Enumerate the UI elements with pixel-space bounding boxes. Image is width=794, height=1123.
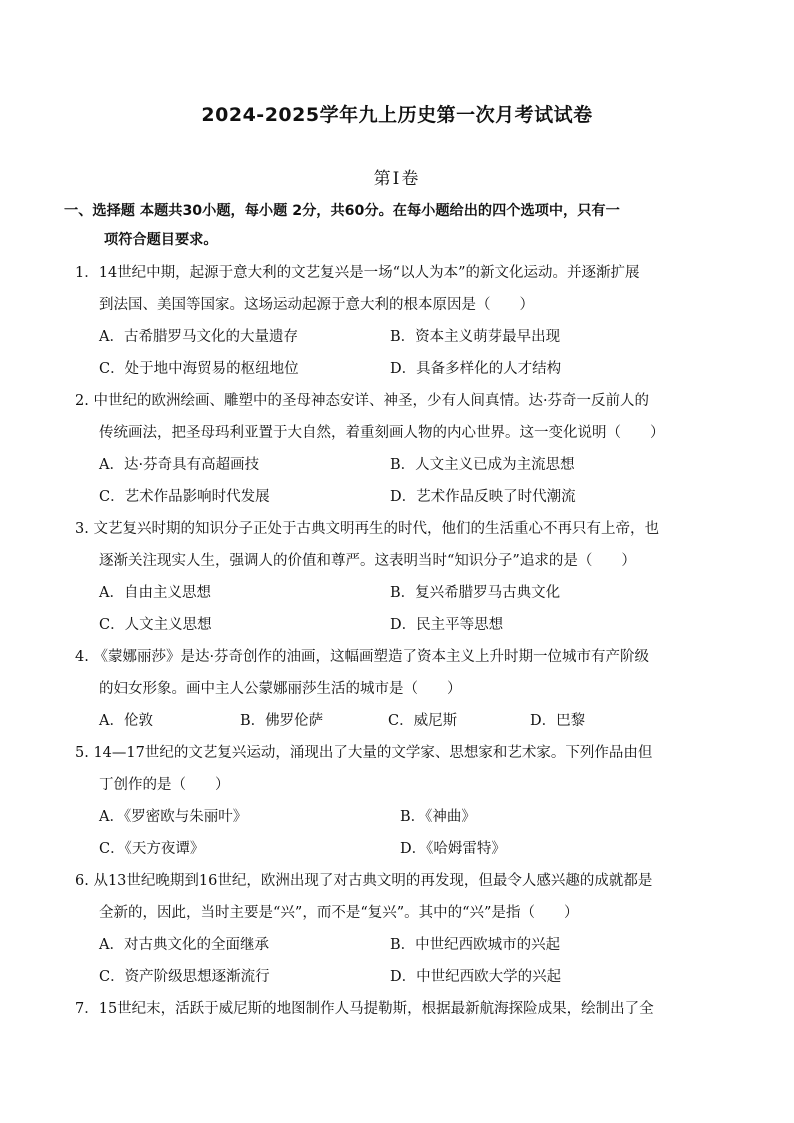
question-stem: 3. 文艺复兴时期的知识分子正处于古典文明再生的时代，他们的生活重心不再只有上帝，也: [75, 521, 659, 537]
option-d: D．具备多样化的人才结构: [390, 361, 562, 377]
question-3: [75, 513, 725, 641]
option-c: C．资产阶级思想逐渐流行: [99, 969, 270, 985]
option-c: C．威尼斯: [388, 713, 458, 729]
option-d: D．中世纪西欧大学的兴起: [390, 969, 562, 985]
option-row: [75, 929, 725, 961]
question-stem: 7．15世纪末，活跃于威尼斯的地图制作人马提勒斯，根据最新航海探险成果，绘制出了全: [75, 1001, 654, 1017]
option-row: [75, 353, 725, 385]
option-d: D．民主平等思想: [390, 617, 504, 633]
question-stem: 6. 从13世纪晚期到16世纪，欧洲出现了对古典文明的再发现，但最令人感兴趣的成就都是: [75, 873, 653, 889]
option-b: B．《神曲》: [400, 809, 476, 825]
option-a: A．达·芬奇具有高超画技: [99, 457, 260, 473]
option-a: A．对古典文化的全面继承: [99, 937, 269, 953]
question-stem: 5. 14—17世纪的文艺复兴运动，涌现出了大量的文学家、思想家和艺术家。下列作品由但: [75, 745, 653, 761]
option-row: [75, 705, 725, 737]
question-6: [75, 865, 725, 993]
option-b: B．资本主义萌芽最早出现: [390, 329, 561, 345]
question-stem: 丁创作的是（ ）: [99, 777, 230, 793]
question-stem: 全新的，因此，当时主要是“兴”，而不是“复兴”。其中的“兴”是指（ ）: [99, 905, 579, 921]
option-row: [75, 481, 725, 513]
option-c: C．人文主义思想: [99, 617, 212, 633]
option-a: A．《罗密欧与朱丽叶》: [99, 809, 248, 825]
option-c: C．《天方夜谭》: [99, 841, 205, 857]
option-row: [75, 961, 725, 993]
option-d: D．艺术作品反映了时代潮流: [390, 489, 576, 505]
volume-heading: 第Ⅰ卷: [373, 169, 421, 189]
option-a: A．自由主义思想: [99, 585, 211, 601]
section-line-1: 一、选择题 本题共30小题，每小题 2分，共60分。在每小题给出的四个选项中，只有一: [64, 203, 620, 219]
question-stem: 2. 中世纪的欧洲绘画、雕塑中的圣母神态安详、神圣，少有人间真情。达·芬奇一反前人的: [75, 393, 650, 409]
option-b: B．人文主义已成为主流思想: [390, 457, 575, 473]
option-row: [75, 577, 725, 609]
question-stem: 的妇女形象。画中主人公蒙娜丽莎生活的城市是（ ）: [99, 681, 462, 697]
option-c: C．处于地中海贸易的枢纽地位: [99, 361, 299, 377]
question-stem: 到法国、美国等国家。这场运动起源于意大利的根本原因是（ ）: [99, 297, 534, 313]
option-row: [75, 321, 725, 353]
question-stem: 逐渐关注现实人生，强调人的价值和尊严。这表明当时“知识分子”追求的是（ ）: [99, 553, 636, 569]
section-heading: [64, 197, 728, 255]
question-1: [75, 257, 725, 385]
option-row: [75, 609, 725, 641]
option-d: D．巴黎: [530, 713, 586, 729]
option-row: [75, 801, 725, 833]
option-row: [75, 449, 725, 481]
question-5: [75, 737, 725, 865]
question-stem: 传统画法，把圣母玛利亚置于大自然，着重刻画人物的内心世界。这一变化说明（ ）: [99, 425, 665, 441]
question-2: [75, 385, 725, 513]
option-b: B．复兴希腊罗马古典文化: [390, 585, 561, 601]
question-7: [75, 993, 725, 1025]
option-a: A．古希腊罗马文化的大量遗存: [99, 329, 298, 345]
option-b: B．佛罗伦萨: [240, 713, 324, 729]
exam-title: 2024-2025学年九上历史第一次月考试试卷: [201, 104, 593, 126]
question-stem: 4. 《蒙娜丽莎》是达·芬奇创作的油画，这幅画塑造了资本主义上升时期一位城市有产阶级: [75, 649, 650, 665]
section-line-2: 项符合题目要求。: [104, 232, 218, 248]
option-c: C．艺术作品影响时代发展: [99, 489, 270, 505]
option-d: D．《哈姆雷特》: [400, 841, 506, 857]
option-b: B．中世纪西欧城市的兴起: [390, 937, 561, 953]
option-a: A．伦敦: [99, 713, 153, 729]
question-stem: 1．14世纪中期，起源于意大利的文艺复兴是一场“以人为本”的新文化运动。并逐渐扩展: [75, 265, 640, 281]
question-4: [75, 641, 725, 737]
option-row: [75, 833, 725, 865]
